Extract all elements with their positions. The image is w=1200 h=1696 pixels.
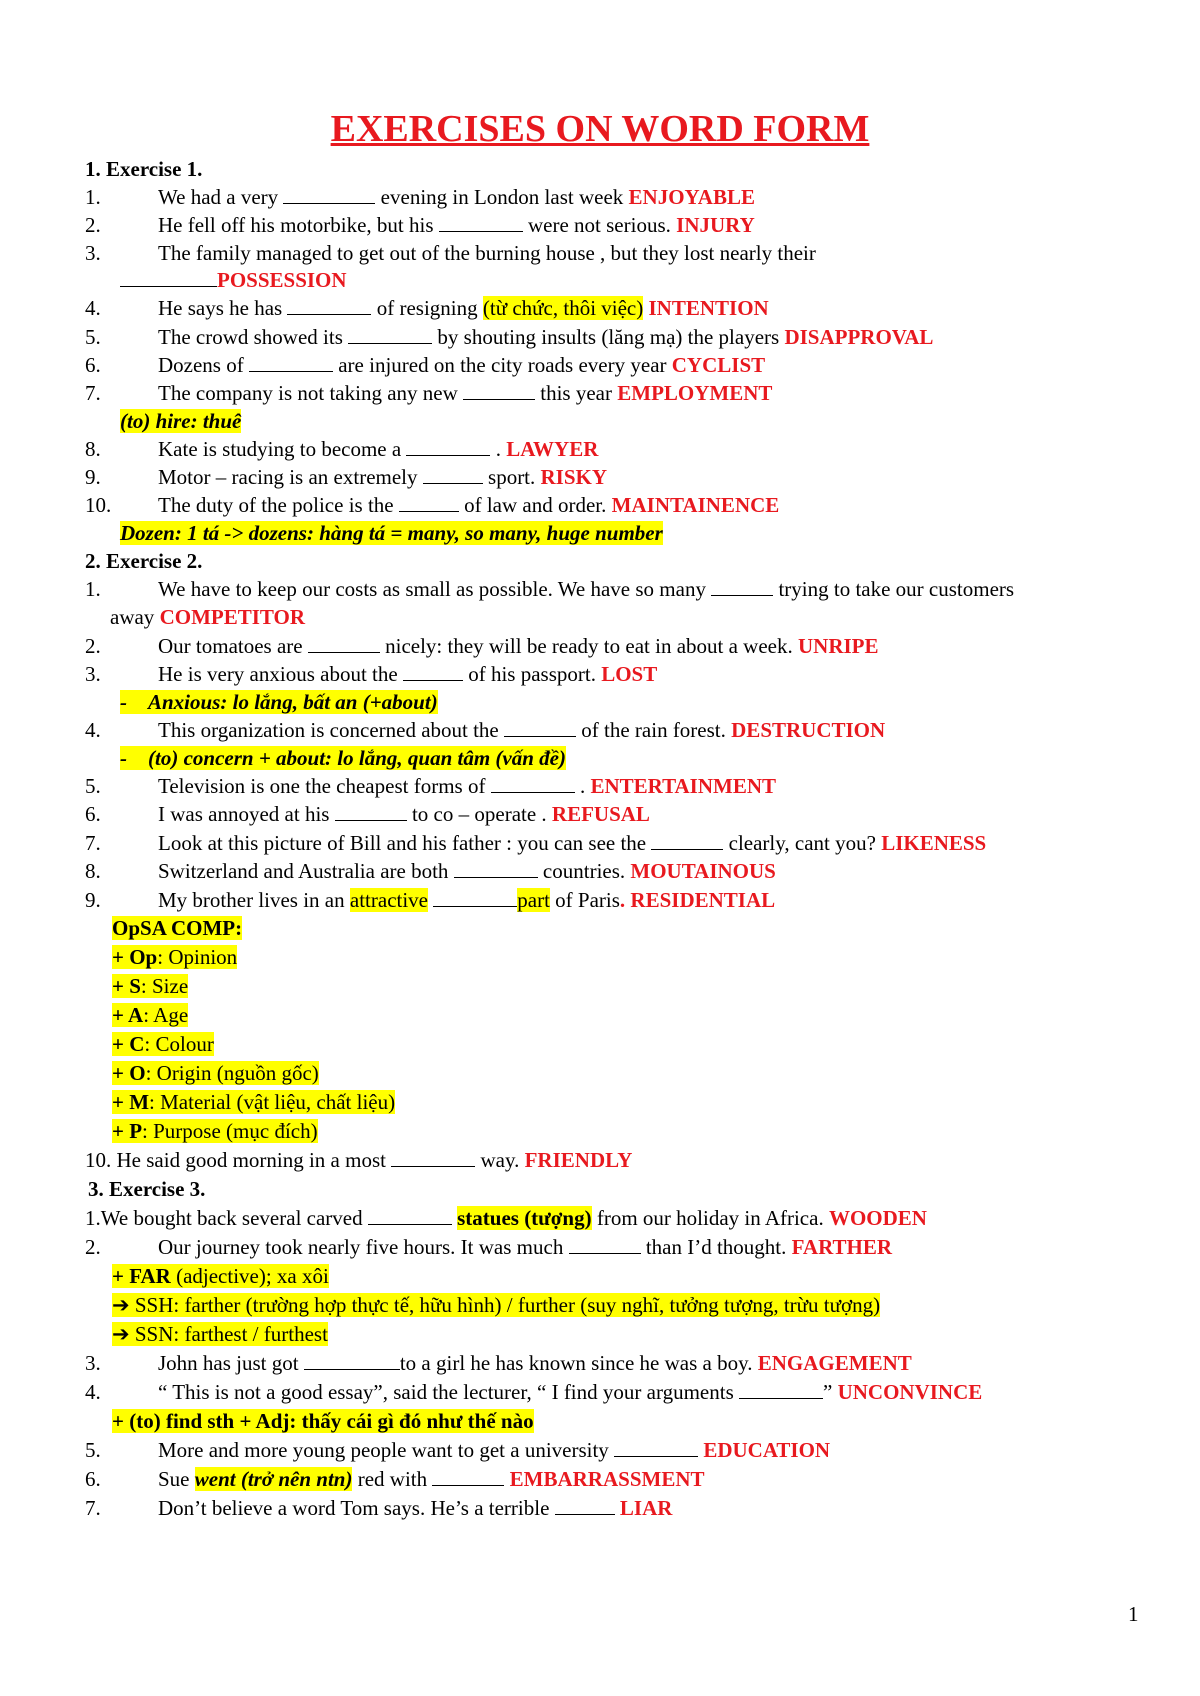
highlight: statues (tượng)	[457, 1206, 592, 1230]
ex2-item-5: Television is one the cheapest forms of . ENTERTAINMENT	[158, 774, 777, 798]
answer: LAWYER	[506, 437, 599, 461]
ex3-item-6-number: 6.	[85, 1467, 101, 1491]
ex1-item-2: He fell off his motorbike, but his were not serious. INJURY	[158, 213, 755, 237]
arrow-icon: ➔	[112, 1322, 130, 1346]
ex2-item-3: He is very anxious about the of his passport. LOST	[158, 662, 658, 686]
highlight: (từ chức, thôi việc)	[482, 296, 644, 320]
ex2-item-1: We have to keep our costs as small as possible. We have so many trying to take our customers	[158, 577, 1015, 601]
opsa-material: + M: Material (vật liệu, chất liệu)	[112, 1090, 396, 1114]
answer: . RESIDENTIAL	[619, 888, 776, 912]
note-anxious: - Anxious: lo lắng, bất an (+about)	[120, 690, 438, 714]
note-concern: - (to) concern + about: lo lắng, quan tâm (vấn đề)	[120, 746, 566, 770]
ex3-item-7: Don’t believe a word Tom says. He’s a terrible LIAR	[158, 1496, 673, 1520]
ex2-item-10: 10. He said good morning in a most way. FRIENDLY	[85, 1148, 633, 1172]
page-title: EXERCISES ON WORD FORM	[330, 108, 870, 150]
ex2-item-9: My brother lives in an attractive part of Paris. RESIDENTIAL	[158, 888, 776, 912]
highlight: part	[517, 888, 550, 912]
ex3-item-6: Sue went (trở nên ntn) red with EMBARRASSMENT	[158, 1467, 705, 1491]
ex3-item-4: “ This is not a good essay”, said the lecturer, “ I find your arguments ” UNCONVINCE	[158, 1380, 983, 1404]
answer: ENGAGEMENT	[757, 1351, 912, 1375]
ex2-item-3-number: 3.	[85, 662, 101, 686]
answer: WOODEN	[828, 1206, 927, 1230]
ex2-item-4-number: 4.	[85, 718, 101, 742]
ex2-item-4: This organization is concerned about the of the rain forest. DESTRUCTION	[158, 718, 886, 742]
page-number: 1	[1128, 1602, 1139, 1626]
answer: INTENTION	[648, 296, 769, 320]
opsa-purpose: + P: Purpose (mục đích)	[112, 1119, 318, 1143]
ex1-item-10-number: 10.	[85, 493, 112, 517]
ex2-item-8: Switzerland and Australia are both countries. MOUTAINOUS	[158, 859, 776, 883]
ex1-item-8: Kate is studying to become a . LAWYER	[158, 437, 599, 461]
ex1-item-7: The company is not taking any new this year EMPLOYMENT	[158, 381, 773, 405]
ex2-item-2: Our tomatoes are nicely: they will be ready to eat in about a week. UNRIPE	[158, 634, 879, 658]
ex1-item-5-number: 5.	[85, 325, 101, 349]
answer: RISKY	[540, 465, 608, 489]
exercise-3-heading: 3. Exercise 3.	[88, 1177, 206, 1201]
answer: CYCLIST	[671, 353, 766, 377]
ex1-item-9-number: 9.	[85, 465, 101, 489]
ex2-item-8-number: 8.	[85, 859, 101, 883]
ex2-item-5-number: 5.	[85, 774, 101, 798]
answer: POSSESSION	[217, 268, 347, 292]
ex1-item-1-number: 1.	[85, 185, 101, 209]
answer: EMPLOYMENT	[617, 381, 773, 405]
opsa-age: + A: Age	[112, 1003, 189, 1027]
ex2-item-1-number: 1.	[85, 577, 101, 601]
answer: FARTHER	[791, 1235, 893, 1259]
opsa-colour: + C: Colour	[112, 1032, 214, 1056]
ex2-item-7-number: 7.	[85, 831, 101, 855]
ex2-item-9-number: 9.	[85, 888, 101, 912]
answer: DISAPPROVAL	[784, 325, 934, 349]
answer: EMBARRASSMENT	[509, 1467, 705, 1491]
note-hire: (to) hire: thuê	[120, 409, 242, 433]
ex3-item-2: Our journey took nearly five hours. It was much than I’d thought. FARTHER	[158, 1235, 893, 1259]
ex1-item-1: We had a very evening in London last week ENJOYABLE	[158, 185, 755, 209]
ex1-item-4-number: 4.	[85, 296, 101, 320]
ex1-item-3-answer-line	[120, 266, 347, 295]
ex3-item-3: John has just got to a girl he has known since he was a boy. ENGAGEMENT	[158, 1351, 912, 1375]
ex1-item-2-number: 2.	[85, 213, 101, 237]
arrow-icon: ➔	[112, 1293, 130, 1317]
answer: COMPETITOR	[159, 605, 306, 629]
opsa-origin: + O: Origin (nguồn gốc)	[112, 1061, 319, 1085]
opsa-heading: OpSA COMP:	[112, 916, 243, 940]
answer: REFUSAL	[551, 802, 650, 826]
opsa-opinion: + Op: Opinion	[112, 945, 238, 969]
answer: FRIENDLY	[524, 1148, 633, 1172]
answer: ENJOYABLE	[628, 185, 755, 209]
note-ssh: ➔ SSH: farther (trường hợp thực tế, hữu hình) / further (suy nghĩ, tưởng tượng, trừu tượng)	[112, 1293, 881, 1317]
highlight: went (trở nên ntn)	[194, 1467, 353, 1491]
answer: DESTRUCTION	[731, 718, 886, 742]
ex2-item-6-number: 6.	[85, 802, 101, 826]
ex2-item-6: I was annoyed at his to co – operate . REFUSAL	[158, 802, 650, 826]
ex1-item-3: The family managed to get out of the burning house , but they lost nearly their	[158, 241, 816, 265]
ex3-item-5: More and more young people want to get a university EDUCATION	[158, 1438, 831, 1462]
ex2-item-1-cont: away COMPETITOR	[110, 605, 306, 629]
answer: UNRIPE	[797, 634, 879, 658]
answer: LOST	[601, 662, 658, 686]
exercise-1-heading: 1. Exercise 1.	[85, 157, 203, 181]
ex1-item-3-number: 3.	[85, 241, 101, 265]
ex1-item-4: He says he has of resigning (từ chức, thôi việc) INTENTION	[158, 296, 769, 320]
ex1-item-6: Dozens of are injured on the city roads every year CYCLIST	[158, 353, 766, 377]
answer: MAINTAINENCE	[611, 493, 780, 517]
ex2-item-7: Look at this picture of Bill and his father : you can see the clearly, cant you? LIKENESS	[158, 831, 987, 855]
note-dozen: Dozen: 1 tá -> dozens: hàng tá = many, so many, huge number	[120, 521, 663, 545]
answer: LIKENESS	[881, 831, 987, 855]
ex1-item-9: Motor – racing is an extremely sport. RISKY	[158, 465, 608, 489]
ex3-item-7-number: 7.	[85, 1496, 101, 1520]
opsa-size: + S: Size	[112, 974, 189, 998]
ex2-item-2-number: 2.	[85, 634, 101, 658]
exercise-2-heading: 2. Exercise 2.	[85, 549, 203, 573]
highlight: attractive	[349, 888, 429, 912]
note-ssn: ➔ SSN: farthest / furthest	[112, 1322, 328, 1346]
ex3-item-5-number: 5.	[85, 1438, 101, 1462]
answer: EDUCATION	[703, 1438, 831, 1462]
answer: MOUTAINOUS	[630, 859, 776, 883]
ex1-item-6-number: 6.	[85, 353, 101, 377]
note-find: + (to) find sth + Adj: thấy cái gì đó như thế nào	[112, 1409, 534, 1433]
answer: UNCONVINCE	[837, 1380, 983, 1404]
answer: ENTERTAINMENT	[590, 774, 777, 798]
answer: LIAR	[619, 1496, 673, 1520]
ex3-item-3-number: 3.	[85, 1351, 101, 1375]
ex3-item-1: 1.We bought back several carved statues (tượng) from our holiday in Africa. WOODEN	[85, 1206, 927, 1230]
ex3-item-2-number: 2.	[85, 1235, 101, 1259]
ex3-item-4-number: 4.	[85, 1380, 101, 1404]
ex1-item-8-number: 8.	[85, 437, 101, 461]
answer: INJURY	[676, 213, 755, 237]
ex1-item-5: The crowd showed its by shouting insults (lăng mạ) the players DISAPPROVAL	[158, 325, 934, 349]
note-far: + FAR (adjective); xa xôi	[112, 1264, 329, 1288]
ex1-item-10: The duty of the police is the of law and order. MAINTAINENCE	[158, 493, 780, 517]
ex1-item-7-number: 7.	[85, 381, 101, 405]
